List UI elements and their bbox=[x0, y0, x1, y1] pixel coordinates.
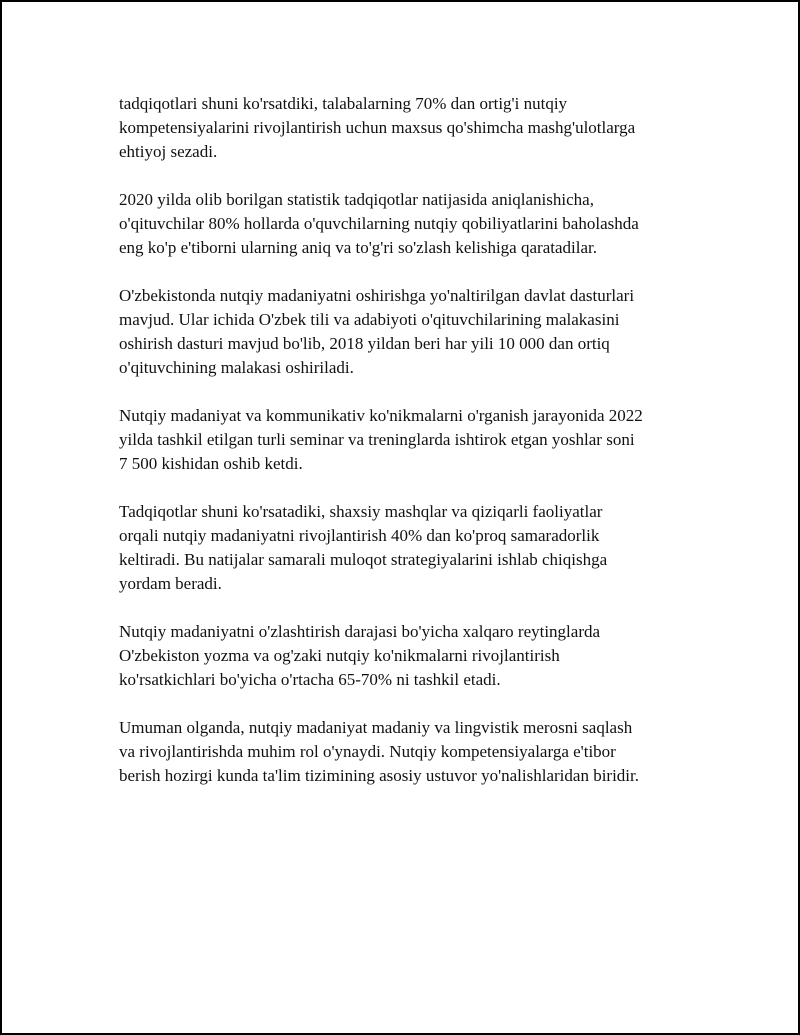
text-line: ko'rsatkichlari bo'yicha o'rtacha 65-70% ni tashkil etadi. bbox=[119, 670, 501, 689]
document-body bbox=[119, 92, 699, 812]
paragraph-6 bbox=[119, 620, 699, 692]
text-line: Tadqiqotlar shuni ko'rsatadiki, shaxsiy mashqlar va qiziqarli faoliyatlar bbox=[119, 502, 603, 521]
text-line: keltiradi. Bu natijalar samarali muloqot strategiyalarini ishlab chiqishga bbox=[119, 550, 608, 569]
text-line: orqali nutqiy madaniyatni rivojlantirish 40% dan ko'proq samaradorlik bbox=[119, 526, 600, 545]
text-line: 2020 yilda olib borilgan statistik tadqiqotlar natijasida aniqlanishicha, bbox=[119, 190, 594, 209]
text-line: 7 500 kishidan oshib ketdi. bbox=[119, 454, 303, 473]
text-line: berish hozirgi kunda ta'lim tizimining asosiy ustuvor yo'nalishlaridan biridir. bbox=[119, 766, 639, 785]
text-line: mavjud. Ular ichida O'zbek tili va adabiyoti o'qituvchilarining malakasini bbox=[119, 310, 620, 329]
text-line: Nutqiy madaniyat va kommunikativ ko'nikmalarni o'rganish jarayonida 2022 bbox=[119, 406, 643, 425]
paragraph-4 bbox=[119, 404, 699, 476]
paragraph-5 bbox=[119, 500, 699, 596]
text-line: O'zbekiston yozma va og'zaki nutqiy ko'nikmalarni rivojlantirish bbox=[119, 646, 560, 665]
text-line: yilda tashkil etilgan turli seminar va treninglarda ishtirok etgan yoshlar soni bbox=[119, 430, 635, 449]
text-line: kompetensiyalarini rivojlantirish uchun maxsus qo'shimcha mashg'ulotlarga bbox=[119, 118, 636, 137]
text-line: o'qituvchilar 80% hollarda o'quvchilarning nutqiy qobiliyatlarini baholashda bbox=[119, 214, 639, 233]
text-line: o'qituvchining malakasi oshiriladi. bbox=[119, 358, 354, 377]
text-line: eng ko'p e'tiborni ularning aniq va to'g'ri so'zlash kelishiga qaratadilar. bbox=[119, 238, 597, 257]
paragraph-3 bbox=[119, 284, 699, 380]
text-line: yordam beradi. bbox=[119, 574, 222, 593]
paragraph-7 bbox=[119, 716, 699, 788]
text-line: va rivojlantirishda muhim rol o'ynaydi. Nutqiy kompetensiyalarga e'tibor bbox=[119, 742, 616, 761]
text-line: ehtiyoj sezadi. bbox=[119, 142, 218, 161]
text-line: tadqiqotlari shuni ko'rsatdiki, talabalarning 70% dan ortig'i nutqiy bbox=[119, 94, 568, 113]
text-line: Umuman olganda, nutqiy madaniyat madaniy va lingvistik merosni saqlash bbox=[119, 718, 633, 737]
paragraph-1 bbox=[119, 92, 699, 164]
text-line: O'zbekistonda nutqiy madaniyatni oshirishga yo'naltirilgan davlat dasturlari bbox=[119, 286, 635, 305]
text-line: oshirish dasturi mavjud bo'lib, 2018 yildan beri har yili 10 000 dan ortiq bbox=[119, 334, 610, 353]
paragraph-2 bbox=[119, 188, 699, 260]
text-line: Nutqiy madaniyatni o'zlashtirish darajasi bo'yicha xalqaro reytinglarda bbox=[119, 622, 601, 641]
